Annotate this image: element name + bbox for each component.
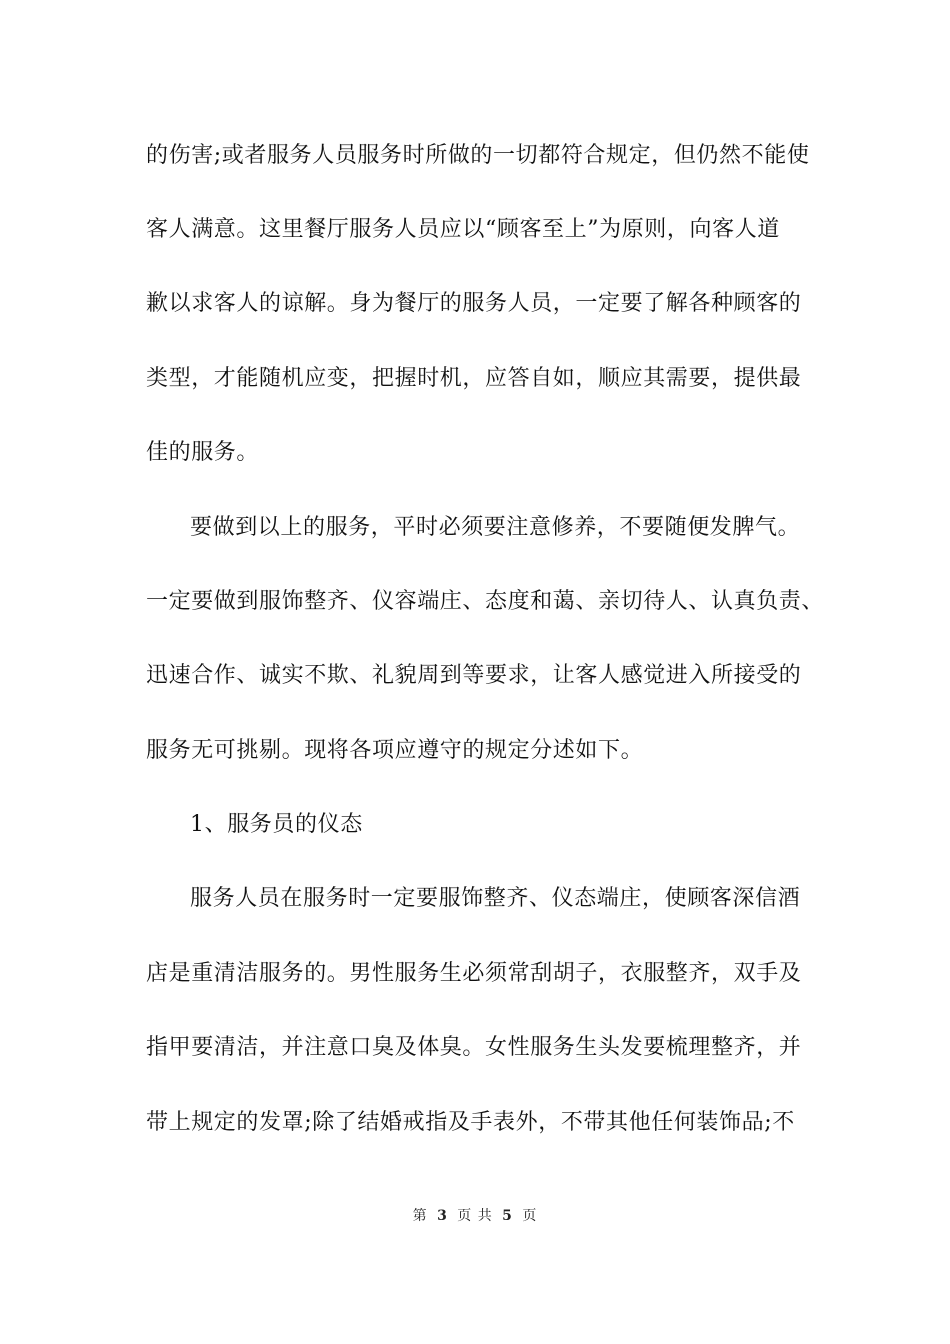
section-heading: 1、服务员的仪态 — [190, 812, 363, 837]
text-line: 带上规定的发罩;除了结婚戒指及手表外，不带其他任何装饰品;不 — [146, 1110, 795, 1135]
text-line: 一定要做到服饰整齐、仪容端庄、态度和蔼、亲切待人、认真负责、 — [146, 589, 825, 614]
footer-prefix: 第 — [412, 1208, 428, 1224]
page-footer — [0, 1206, 950, 1226]
text-line: 服务无可挑剔。现将各项应遵守的规定分述如下。 — [146, 738, 644, 763]
footer-middle: 页 共 — [457, 1208, 493, 1224]
paragraph-first-line: 要做到以上的服务，平时必须要注意修养，不要随便发脾气。 — [190, 515, 801, 540]
text-line: 歉以求客人的谅解。身为餐厅的服务人员，一定要了解各种顾客的 — [146, 291, 802, 316]
text-line: 指甲要清洁，并注意口臭及体臭。女性服务生头发要梳理整齐，并 — [146, 1035, 802, 1060]
text-line: 客人满意。这里餐厅服务人员应以“顾客至上”为原则，向客人道 — [146, 217, 780, 242]
paragraph-first-line: 服务人员在服务时一定要服饰整齐、仪态端庄，使顾客深信酒 — [190, 886, 801, 911]
text-line: 类型，才能随机应变，把握时机，应答自如，顺应其需要，提供最 — [146, 366, 802, 391]
current-page-number: 3 — [437, 1208, 448, 1224]
text-line: 佳的服务。 — [146, 440, 260, 465]
text-line: 迅速合作、诚实不欺、礼貌周到等要求，让客人感觉进入所接受的 — [146, 663, 802, 688]
text-line: 的伤害;或者服务人员服务时所做的一切都符合规定，但仍然不能使 — [146, 143, 810, 168]
total-pages-number: 5 — [502, 1208, 513, 1224]
footer-suffix: 页 — [522, 1208, 538, 1224]
text-line: 店是重清洁服务的。男性服务生必须常刮胡子，衣服整齐，双手及 — [146, 961, 802, 986]
